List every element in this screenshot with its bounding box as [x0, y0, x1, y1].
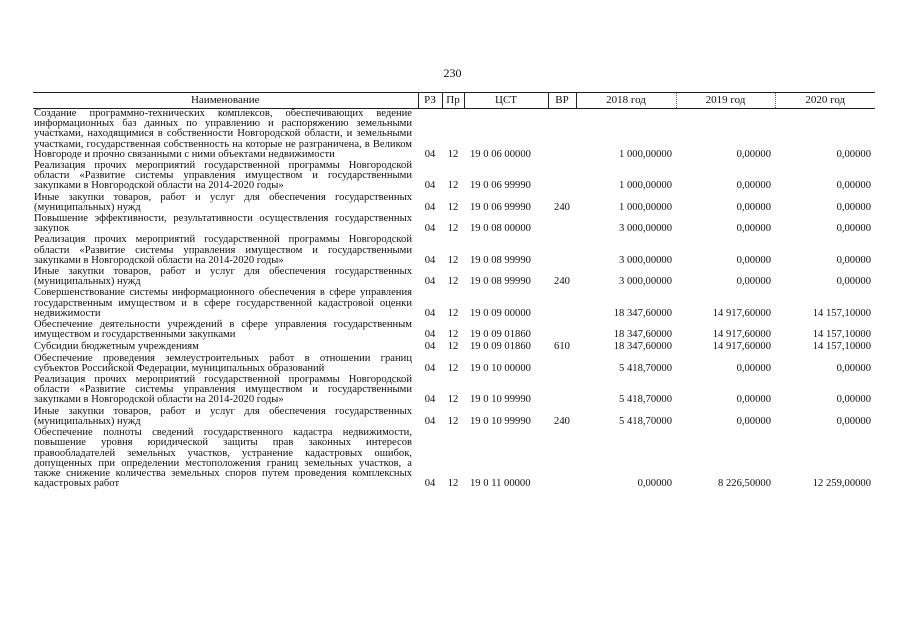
row-vr [548, 320, 576, 341]
row-rz: 04 [424, 362, 436, 374]
table-row [33, 320, 875, 341]
row-rz: 04 [424, 254, 436, 266]
table-row [33, 341, 875, 353]
table-row [33, 428, 875, 490]
row-cst: 19 0 09 00000 [470, 307, 531, 319]
table-row [33, 267, 875, 288]
row-vr: 240 [554, 201, 570, 213]
row-vr [548, 375, 576, 407]
row-rz: 04 [424, 341, 436, 353]
header-cst: ЦСТ [464, 93, 548, 109]
row-rz: 04 [424, 148, 436, 160]
row-pr: 12 [447, 148, 459, 160]
row-2018: 1 000,00000 [619, 148, 672, 160]
row-pr: 12 [447, 362, 459, 374]
row-pr: 12 [447, 415, 459, 427]
row-pr: 12 [447, 394, 459, 406]
row-2018: 18 347,60000 [613, 307, 672, 319]
row-cst: 19 0 06 99990 [470, 180, 531, 192]
row-cst: 19 0 08 00000 [470, 223, 531, 235]
row-pr: 12 [447, 254, 459, 266]
row-2019: 0,00000 [736, 223, 771, 235]
row-2020: 0,00000 [836, 180, 871, 192]
row-2020: 0,00000 [836, 415, 871, 427]
table-row [33, 288, 875, 320]
row-cst: 19 0 10 99990 [470, 415, 531, 427]
row-cst: 19 0 08 99990 [470, 254, 531, 266]
row-name: Создание программно-технических комплексов, обеспечивающих ведение информационных баз данных по управлению и распоряжению земельными участками, находящимися в собственности Новгородской области, и земельными участками, государственная собственность на которые не разграничена, в Великом Новгороде и прочно связанными с ними объектами недвижимости [34, 108, 412, 160]
row-name: Обеспечение полноты сведений государственного кадастра недвижимости, повышение уровня юридической защиты прав законных интересов правообладателей земельных участков, устранение кадастровых ошибок, допущенных при определении местоположения границ земельных участков, а также снижение количества земельных споров путем проведения комплексных кадастровых работ [34, 427, 412, 490]
row-2019: 14 917,60000 [712, 341, 771, 353]
row-name: Реализация прочих мероприятий государственной программы Новгородской области «Развитие системы управления имуществом и государственными закупками в Новгородской области на 2014-2020 годы» [34, 234, 412, 266]
row-pr: 12 [447, 307, 459, 319]
row-vr: 240 [554, 415, 570, 427]
row-2018: 3 000,00000 [619, 223, 672, 235]
row-2019: 14 917,60000 [712, 307, 771, 319]
row-2018: 5 418,70000 [619, 394, 672, 406]
row-2018: 18 347,60000 [613, 329, 672, 341]
row-vr: 610 [554, 341, 570, 353]
row-name: Иные закупки товаров, работ и услуг для обеспечения государственных (муниципальных) нужд [34, 191, 412, 213]
row-2020: 0,00000 [836, 394, 871, 406]
table-header-row [33, 93, 875, 109]
row-name: Обеспечение проведения землеустроительных работ в отношении границ субъектов Российской Федерации, муниципальных образований [34, 352, 412, 374]
row-2019: 0,00000 [736, 415, 771, 427]
row-2020: 0,00000 [836, 362, 871, 374]
table-row [33, 407, 875, 428]
header-vr: ВР [548, 93, 576, 109]
row-2019: 8 226,50000 [718, 478, 771, 490]
row-rz: 04 [424, 329, 436, 341]
row-2020: 14 157,10000 [812, 341, 871, 353]
row-name: Субсидии бюджетным учреждениям [34, 341, 199, 353]
row-rz: 04 [424, 180, 436, 192]
row-name: Повышение эффективности, результативности осуществления государственных закупок [34, 213, 412, 235]
budget-table [33, 92, 875, 490]
row-2019: 0,00000 [736, 276, 771, 288]
row-name: Совершенствование системы информационного обеспечения в сфере управления государственным имуществом и в сфере государственной кадастровой оценки недвижимости [34, 287, 412, 319]
header-name: Наименование [33, 93, 418, 109]
row-2018: 5 418,70000 [619, 415, 672, 427]
page-number: 230 [443, 66, 462, 80]
row-name: Иные закупки товаров, работ и услуг для обеспечения государственных (муниципальных) нужд [34, 405, 412, 427]
row-pr: 12 [447, 201, 459, 213]
row-rz: 04 [424, 307, 436, 319]
row-name: Реализация прочих мероприятий государственной программы Новгородской области «Развитие системы управления имуществом и государственными закупками в Новгородской области на 2014-2020 годы» [34, 160, 412, 192]
row-name: Иные закупки товаров, работ и услуг для обеспечения государственных (муниципальных) нужд [34, 266, 412, 288]
row-cst: 19 0 10 00000 [470, 362, 531, 374]
row-2019: 0,00000 [736, 201, 771, 213]
row-2019: 0,00000 [736, 362, 771, 374]
row-2019: 14 917,60000 [712, 329, 771, 341]
row-cst: 19 0 09 01860 [470, 341, 531, 353]
row-2020: 14 157,10000 [812, 307, 871, 319]
row-2019: 0,00000 [736, 254, 771, 266]
row-rz: 04 [424, 201, 436, 213]
row-rz: 04 [424, 415, 436, 427]
table-body [33, 109, 875, 491]
row-name: Реализация прочих мероприятий государственной программы Новгородской области «Развитие системы управления имуществом и государственными закупками в Новгородской области на 2014-2020 годы» [34, 374, 412, 406]
row-cst: 19 0 06 00000 [470, 148, 531, 160]
row-pr: 12 [447, 329, 459, 341]
row-2020: 0,00000 [836, 254, 871, 266]
row-cst: 19 0 10 99990 [470, 394, 531, 406]
row-vr [548, 428, 576, 490]
table-row [33, 235, 875, 267]
row-2020: 14 157,10000 [812, 329, 871, 341]
header-2020: 2020 год [775, 93, 875, 109]
row-2019: 0,00000 [736, 180, 771, 192]
header-pr: Пр [442, 93, 464, 109]
row-rz: 04 [424, 223, 436, 235]
row-2018: 1 000,00000 [619, 201, 672, 213]
row-vr [548, 161, 576, 193]
row-2018: 5 418,70000 [619, 362, 672, 374]
row-2018: 1 000,00000 [619, 180, 672, 192]
row-vr [548, 109, 576, 162]
row-vr [548, 235, 576, 267]
row-vr: 240 [554, 276, 570, 288]
row-cst: 19 0 11 00000 [470, 478, 531, 490]
table-row [33, 193, 875, 214]
table-row [33, 214, 875, 235]
header-2018: 2018 год [576, 93, 676, 109]
row-pr: 12 [447, 276, 459, 288]
table-row [33, 161, 875, 193]
row-rz: 04 [424, 276, 436, 288]
row-2019: 0,00000 [736, 148, 771, 160]
row-2018: 3 000,00000 [619, 254, 672, 266]
row-vr [548, 354, 576, 375]
row-2020: 0,00000 [836, 201, 871, 213]
row-cst: 19 0 09 01860 [470, 329, 531, 341]
table-row [33, 109, 875, 162]
row-2018: 0,00000 [637, 478, 672, 490]
row-2018: 3 000,00000 [619, 276, 672, 288]
row-2020: 0,00000 [836, 223, 871, 235]
row-pr: 12 [447, 478, 459, 490]
header-2019: 2019 год [676, 93, 775, 109]
row-name: Обеспечение деятельности учреждений в сфере управления государственным имуществом и государственными закупками [34, 319, 412, 341]
row-pr: 12 [447, 341, 459, 353]
row-rz: 04 [424, 394, 436, 406]
row-cst: 19 0 08 99990 [470, 276, 531, 288]
row-pr: 12 [447, 223, 459, 235]
row-2020: 0,00000 [836, 276, 871, 288]
row-2020: 12 259,00000 [812, 478, 871, 490]
table-row [33, 354, 875, 375]
row-rz: 04 [424, 478, 436, 490]
table-row [33, 375, 875, 407]
row-2020: 0,00000 [836, 148, 871, 160]
row-vr [548, 288, 576, 320]
header-rz: РЗ [418, 93, 442, 109]
row-pr: 12 [447, 180, 459, 192]
row-vr [548, 214, 576, 235]
row-2018: 18 347,60000 [613, 341, 672, 353]
row-cst: 19 0 06 99990 [470, 201, 531, 213]
row-2019: 0,00000 [736, 394, 771, 406]
